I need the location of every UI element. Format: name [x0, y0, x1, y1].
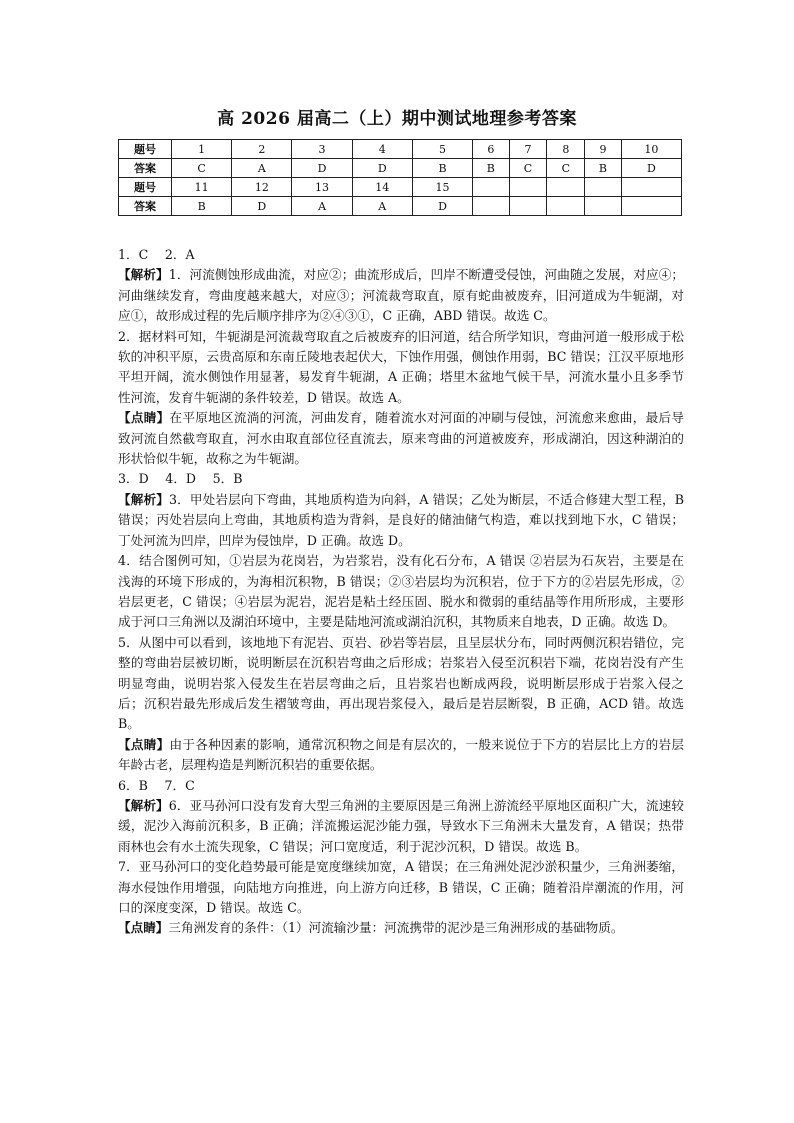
- table-cell: D: [412, 197, 472, 216]
- table-cell: B: [412, 159, 472, 178]
- answer-line: 6．B 7．C: [118, 777, 195, 793]
- table-cell: 10: [621, 140, 681, 159]
- page-title: 高 2026 届高二（上）期中测试地理参考答案: [217, 109, 577, 129]
- table-cell: 5: [412, 140, 472, 159]
- table-cell: 4: [352, 140, 412, 159]
- analysis-text: 3．甲处岩层向下弯曲，其地质构造为向斜，A 错误；乙处为断层，不适合修建大型工程，B 错误；丙处岩层向上弯曲，其地质构造为背斜，是良好的储油储气构造，难以找到地下水，C 错误；丁处河流为凹岸，凹岸为侵蚀岸，D 正确。故选 D。: [118, 491, 684, 548]
- table-cell: C: [547, 159, 585, 178]
- table-cell: 11: [172, 178, 232, 197]
- table-cell: [621, 197, 681, 216]
- table-row: [119, 178, 682, 197]
- table-cell: 9: [585, 140, 622, 159]
- table-cell: 3: [292, 140, 352, 159]
- table-cell: [585, 178, 622, 197]
- row-label-question: 题号: [119, 178, 172, 197]
- answer-line: 3．D 4．D 5．B: [118, 471, 243, 487]
- analysis-paragraph: [118, 490, 684, 551]
- tip-text: 三角洲发育的条件：（1）河流输沙量：河流携带的泥沙是三角洲形成的基础物质。: [168, 920, 624, 936]
- table-cell: C: [509, 159, 547, 178]
- table-cell: D: [292, 159, 352, 178]
- answer-table: [118, 139, 682, 216]
- table-cell: D: [232, 197, 292, 216]
- table-cell: 15: [412, 178, 472, 197]
- analysis-tag: 【解析】: [118, 491, 169, 507]
- row-label-answer: 答案: [119, 159, 172, 178]
- tip-text: 在平原地区流淌的河流，河曲发育，随着流水对河面的冲刷与侵蚀，河流愈来愈曲，最后导致河流自然截弯取直，河水由取直部位径直流去，原来弯曲的河道被废弃，形成湖泊，因这种湖泊的形状恰似牛轭，故称之为牛轭湖。: [118, 410, 685, 467]
- table-cell: 13: [292, 178, 352, 197]
- table-cell: D: [621, 159, 681, 178]
- table-cell: [547, 178, 585, 197]
- table-cell: [473, 178, 510, 197]
- table-cell: 8: [547, 140, 585, 159]
- table-cell: [585, 197, 622, 216]
- table-cell: B: [585, 159, 622, 178]
- table-cell: B: [172, 197, 232, 216]
- table-cell: D: [352, 159, 412, 178]
- table-cell: 1: [172, 140, 232, 159]
- tip-tag: 【点睛】: [118, 410, 170, 426]
- table-cell: 12: [232, 178, 292, 197]
- tip-paragraph: [118, 918, 684, 938]
- analysis-paragraph: 7．亚马孙河口的变化趋势最可能是宽度继续加宽，A 错误；在三角洲处泥沙淤积量少，三角洲萎缩，海水侵蚀作用增强，向陆地方向推进，向上游方向迁移，B 错误，C 正确；随着沿岸潮流的作用，河口的深度变深，D 错误。故选 C。: [118, 859, 684, 915]
- table-row: [119, 197, 682, 216]
- analysis-text: 6．亚马孙河口没有发育大型三角洲的主要原因是三角洲上游流经平原地区面积广大，流速较缓，泥沙入海前沉积多，B 正确；洋流搬运泥沙能力强，导致水下三角洲未大量发育，A 错误；热带雨林也会有水土流失现象，C 错误；河口宽度适，利于泥沙沉积，D 错误。故选 B。: [118, 797, 685, 854]
- analysis-paragraph: 4．结合图例可知，①岩层为花岗岩，为岩浆岩，没有化石分布，A 错误 ②岩层为石灰岩，主要是在浅海的环境下形成的，为海相沉积物，B 错误；②③岩层均为沉积岩，位于下方的②岩层先形成，②岩层更老，C 错误；④岩层为泥岩，泥岩是粘土经压固、脱水和微弱的重结晶等作用所形成，主要形成于河口三角洲以及湖泊环境中，主要是陆地河流或湖泊沉积，其物质来自地表，D 正确。故选 D。: [118, 553, 684, 630]
- answer-body: [118, 245, 684, 939]
- table-cell: C: [172, 159, 232, 178]
- table-cell: 2: [232, 140, 292, 159]
- table-cell: B: [473, 159, 510, 178]
- table-row: [119, 140, 682, 159]
- table-cell: A: [232, 159, 292, 178]
- tip-tag: 【点睛】: [118, 736, 170, 752]
- analysis-paragraph: 2．据材料可知，牛轭湖是河流裁弯取直之后被废弃的旧河道，结合所学知识，弯曲河道一般形成于松软的冲积平原，云贵高原和东南丘陵地表起伏大，下蚀作用强，侧蚀作用弱，BC 错误；江汉平原地形平坦开阔，流水侧蚀作用显著，易发育牛轭湖，A 正确；塔里木盆地气候干旱，河流水量小且多季节性河流，发育牛轭湖的条件较差，D 错误。故选 A。: [118, 328, 684, 405]
- tip-paragraph: [118, 735, 684, 776]
- analysis-text: 1．河流侧蚀形成曲流，对应②；曲流形成后，凹岸不断遭受侵蚀，河曲随之发展，对应④；河曲继续发育，弯曲度越来越大，对应③；河流裁弯取直，原有蛇曲被废弃，旧河道成为牛轭湖，对应①，故形成过程的先后顺序排序为②④③①，C 正确，ABD 错误。故选 C。: [118, 267, 685, 324]
- table-cell: 14: [352, 178, 412, 197]
- analysis-tag: 【解析】: [118, 797, 169, 813]
- table-row: [119, 159, 682, 178]
- table-cell: A: [352, 197, 412, 216]
- table-cell: A: [292, 197, 352, 216]
- tip-paragraph: [118, 408, 684, 469]
- table-cell: 6: [473, 140, 510, 159]
- answer-line: 1．C 2．A: [118, 247, 195, 262]
- analysis-tag: 【解析】: [118, 267, 169, 283]
- tip-text: 由于各种因素的影响，通常沉积物之间是有层次的，一般来说位于下方的岩层比上方的岩层年龄古老，层理构造是判断沉积岩的重要依据。: [118, 736, 685, 773]
- row-label-answer: 答案: [119, 197, 172, 216]
- table-cell: 7: [509, 140, 547, 159]
- tip-tag: 【点睛】: [118, 920, 169, 936]
- table-cell: [509, 197, 547, 216]
- analysis-paragraph: [118, 796, 684, 857]
- table-cell: [509, 178, 547, 197]
- table-cell: [473, 197, 510, 216]
- analysis-paragraph: 5．从图中可以看到，该地地下有泥岩、页岩、砂岩等岩层，且呈层状分布，同时两侧沉积岩错位，完整的弯曲岩层被切断，说明断层在沉积岩弯曲之后形成；岩浆岩入侵至沉积岩下端，花岗岩没有产生明显弯曲，说明岩浆入侵发生在岩层弯曲之后，且岩浆岩也断成两段，说明断层形成于岩浆入侵之后；沉积岩最先形成后发生褶皱弯曲，再出现岩浆侵入，最后是岩层断裂，B 正确，ACD 错。故选 B。: [118, 634, 684, 732]
- table-cell: [621, 178, 681, 197]
- table-cell: [547, 197, 585, 216]
- analysis-paragraph: [118, 265, 684, 326]
- row-label-question: 题号: [119, 140, 172, 159]
